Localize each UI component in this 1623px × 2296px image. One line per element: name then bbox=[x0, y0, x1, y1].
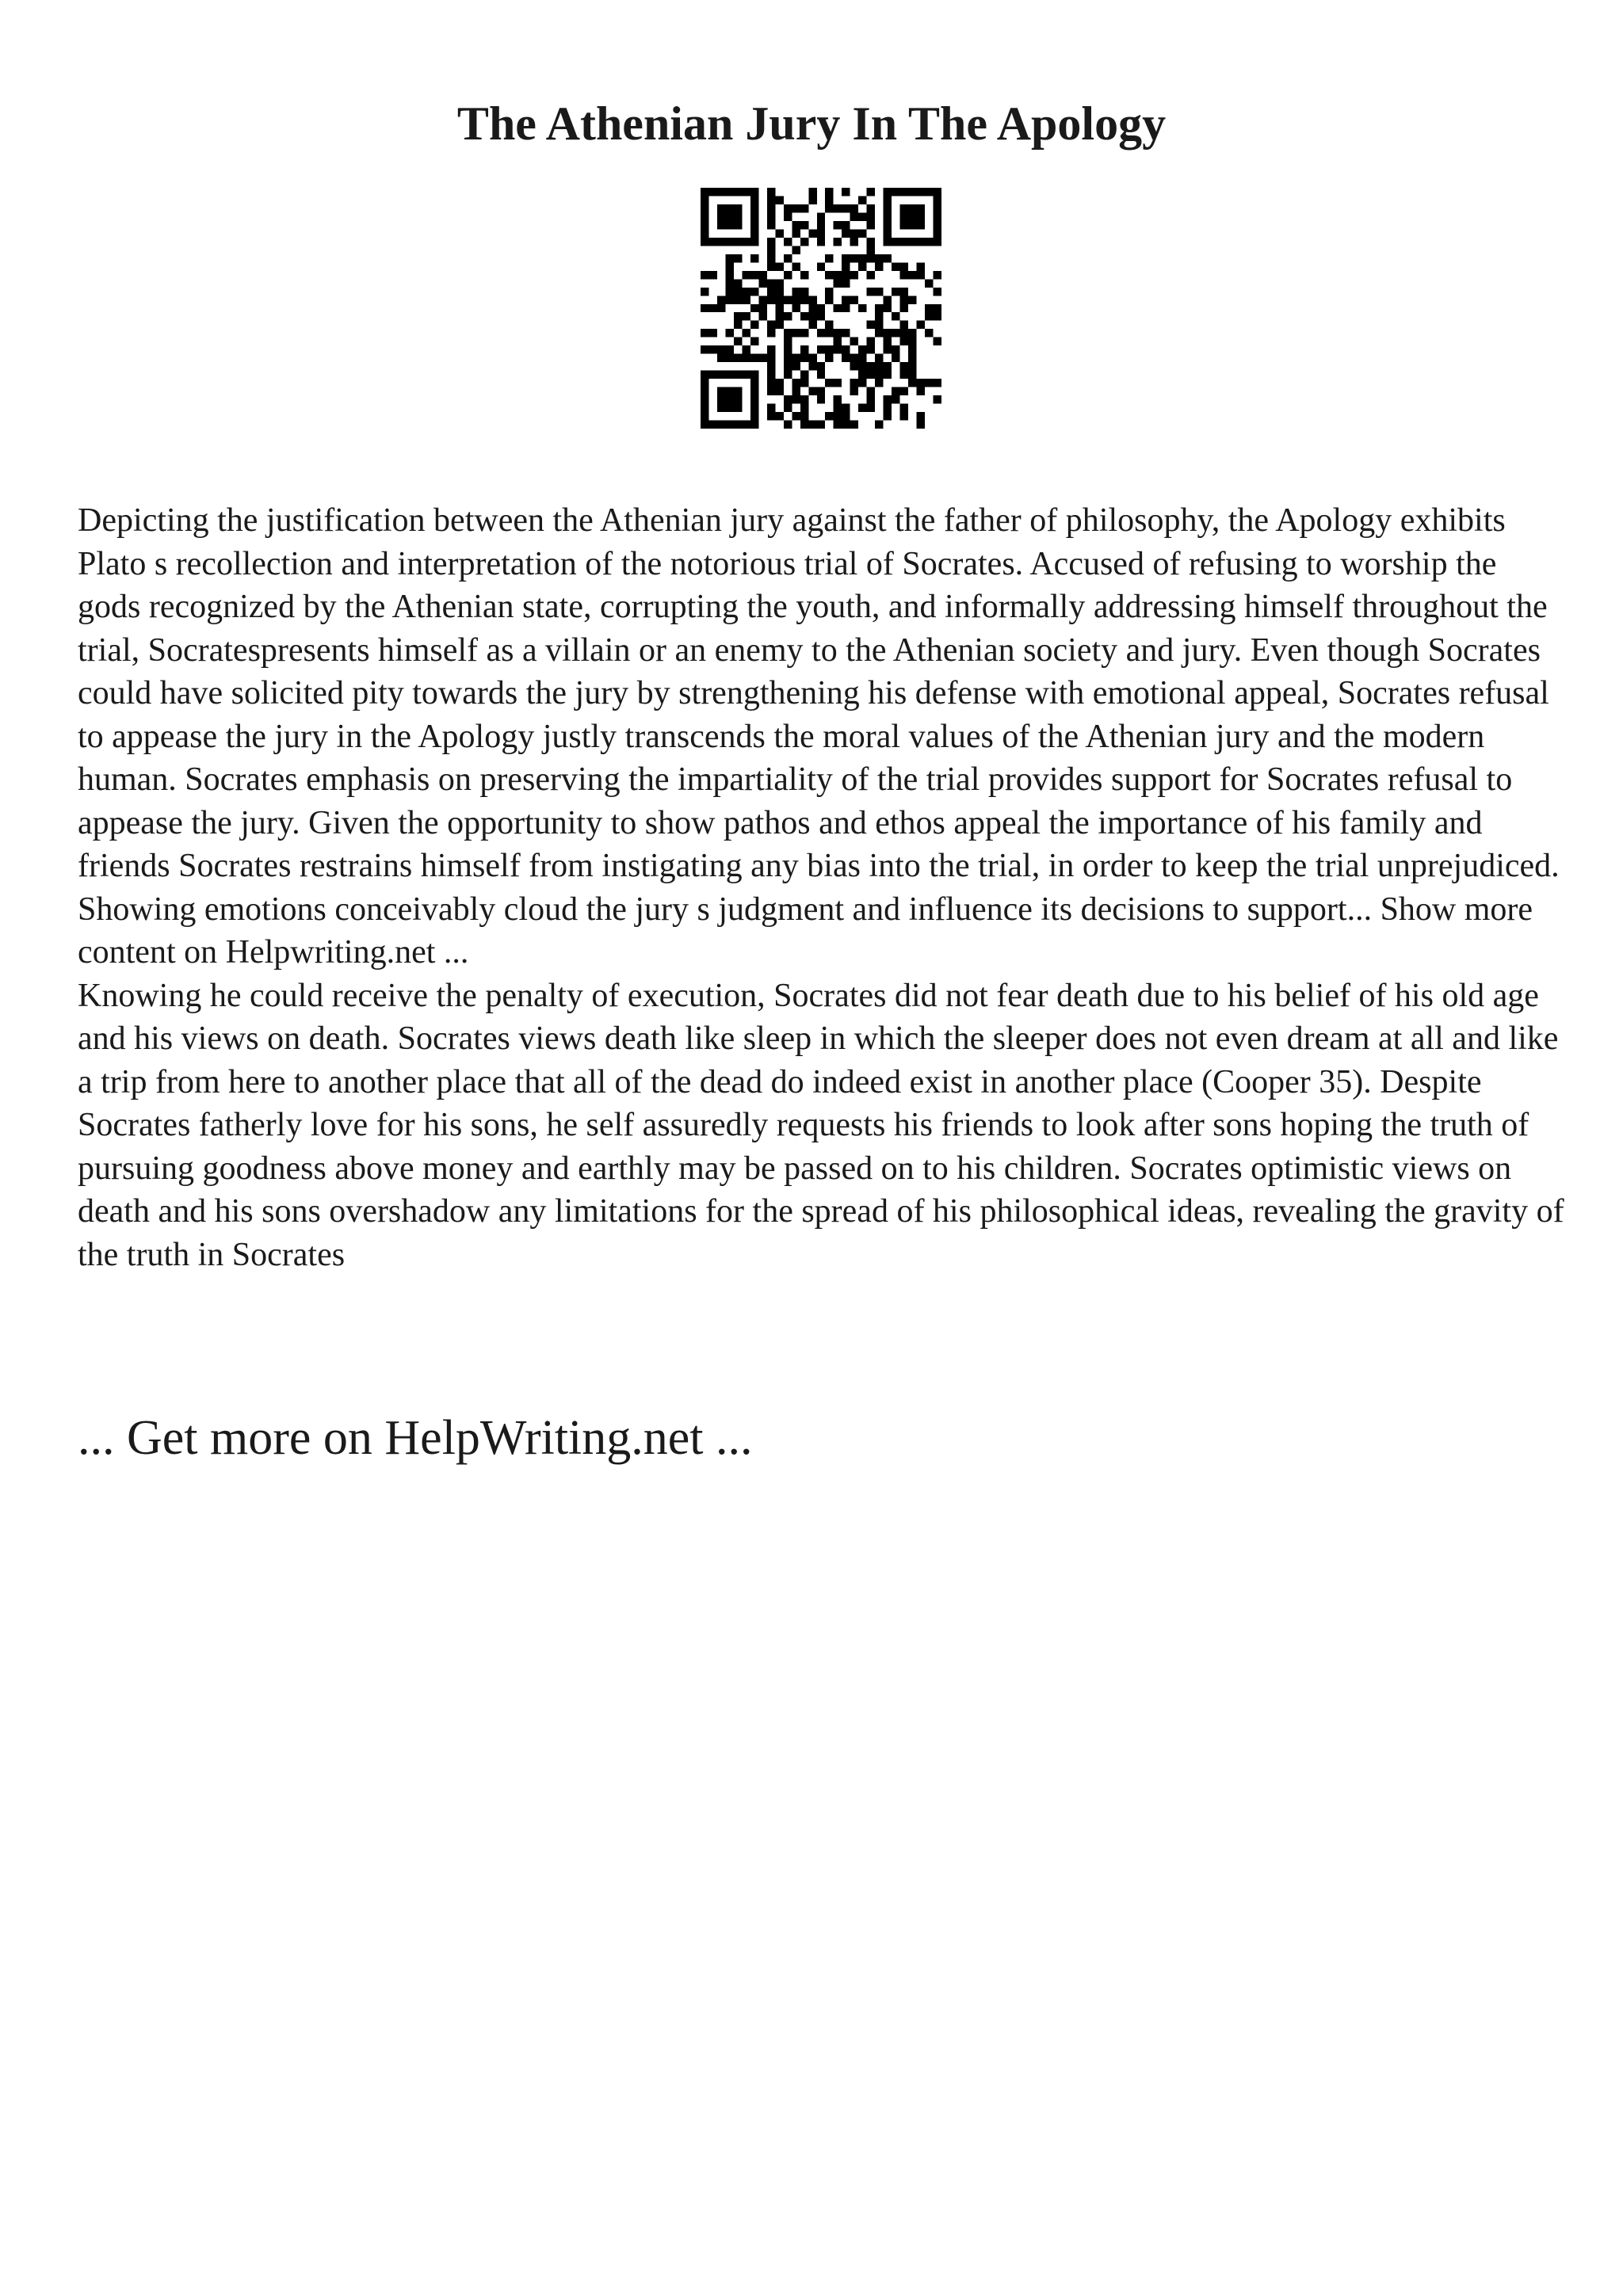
document-title: The Athenian Jury In The Apology bbox=[456, 97, 1167, 150]
paragraph-1: Depicting the justification between the Athenian jury against the father of philosophy, the Apology exhibits Plato s recollection and interpretation of the notorious trial of Socrates. Accused of refusing to worship the gods recognized by the Athenian state, corrupting the youth, and informally addressing himself throughout the trial, Socratespresents himself as a villain or an enemy to the Athenian society and jury. Even though Socrates could have solicited pity towards the jury by strengthening his defense with emotional appeal, Socrates refusal to appease the jury in the Apology justly transcends the moral values of the Athenian jury and the modern human. Socrates emphasis on preserving the impartiality of the trial provides support for Socrates refusal to appease the jury. Given the opportunity to show pathos and ethos appeal the importance of his family and friends Socrates restrains himself from instigating any bias into the trial, in order to keep the trial unprejudiced. Showing emotions conceivably cloud the jury s judgment and influence its decisions to support... Show more content on Helpwriting.net ... bbox=[78, 502, 1560, 971]
paragraph-2: Knowing he could receive the penalty of execution, Socrates did not fear death due to his belief of his old age and his views on death. Socrates views death like sleep in which the sleeper does not even dream at all and like a trip from here to another place that all of the dead do indeed exist in another place (Cooper 35). Despite Socrates fatherly love for his sons, he self assuredly requests his friends to look after sons hoping the truth of pursuing goodness above money and earthly may be passed on to his children. Socrates optimistic views on death and his sons overshadow any limitations for the spread of his philosophical ideas, revealing the gravity of the truth in Socrates bbox=[78, 977, 1564, 1273]
body-text bbox=[78, 499, 1568, 1276]
qr-code-icon bbox=[701, 188, 941, 429]
get-more-link[interactable]: ... Get more on HelpWriting.net ... bbox=[78, 1411, 753, 1465]
